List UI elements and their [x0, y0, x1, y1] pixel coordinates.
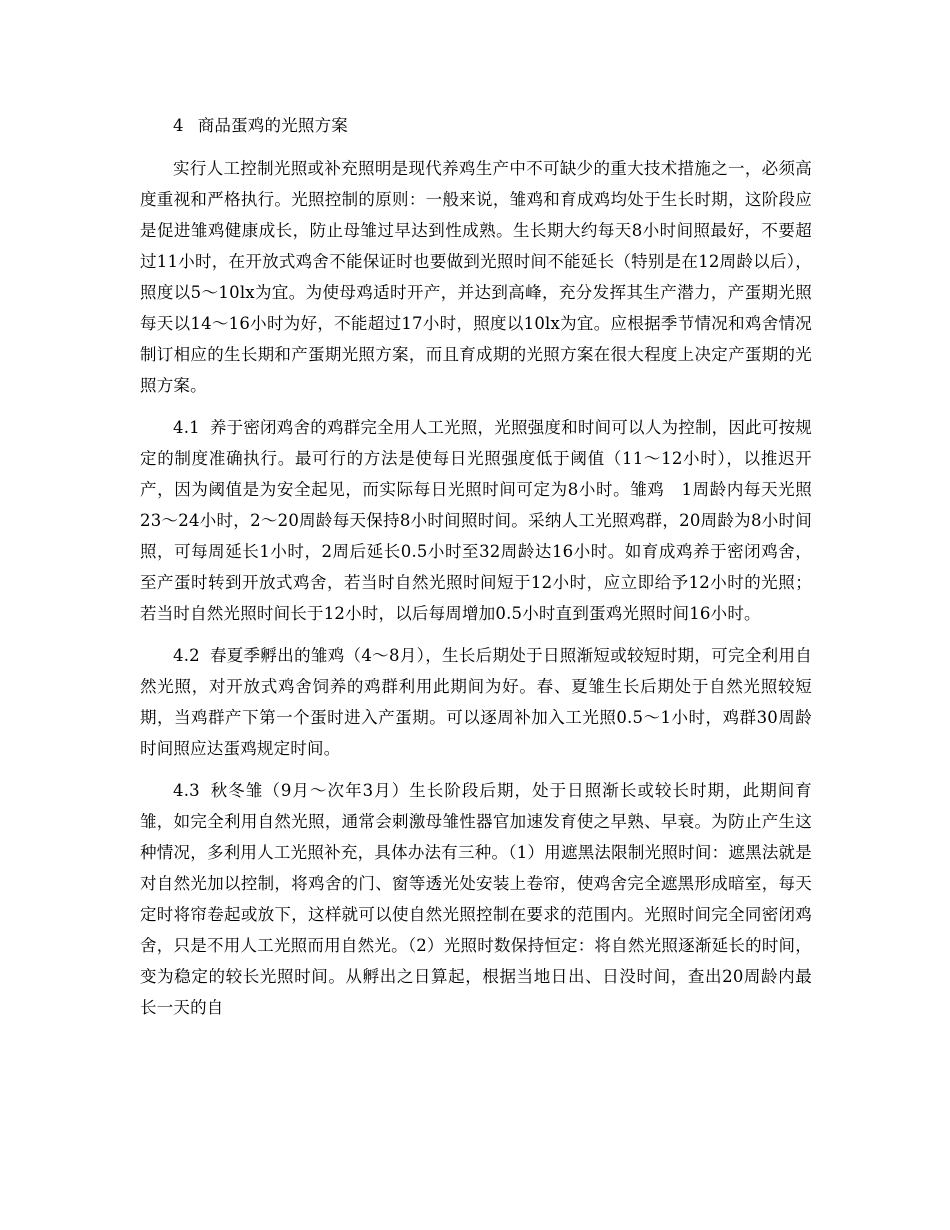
paragraph-4-2	[140, 640, 812, 764]
paragraph-intro-text: 实行人工控制光照或补充照明是现代养鸡生产中不可缺少的重大技术措施之一，必须高度重视和严格执行。光照控制的原则：一般来说，雏鸡和育成鸡均处于生长时期，这阶段应是促进雏鸡健康成长，防止母雏过早达到性成熟。生长期大约每天8小时间照最好，不要超过11小时，在开放式鸡舍不能保证时也要做到光照时间不能延长（特别是在12周龄以后），照度以5～10lx为宜。为使母鸡适时开产，并达到高峰，充分发挥其生产潜力，产蛋期光照每天以14～16小时为好，不能超过17小时，照度以10lx为宜。应根据季节情况和鸡舍情况制订相应的生长期和产蛋期光照方案，而且育成期的光照方案在很大程度上决定产蛋期的光照方案。	[140, 159, 812, 395]
paragraph-4-1	[140, 412, 812, 629]
section-heading	[140, 110, 812, 141]
section-heading-title: 商品蛋鸡的光照方案	[197, 116, 349, 135]
subsection-number-4-2: 4.2	[173, 646, 200, 665]
paragraph-4-3-text: 秋冬雏（9月～次年3月）生长阶段后期，处于日照渐长或较长时期，此期间育雏，如完全利用自然光照，通常会刺激母雏性器官加速发育使之早熟、早衰。为防止产生这种情况，多利用人工光照补充，具体办法有三种。（1）用遮黑法限制光照时间：遮黑法就是对自然光加以控制，将鸡舍的门、窗等透光处安装上卷帘，使鸡舍完全遮黑形成暗室，每天定时将帘卷起或放下，这样就可以使自然光照控制在要求的范围内。光照时间完全同密闭鸡舍，只是不用人工光照而用自然光。（2）光照时数保持恒定：将自然光照逐渐延长的时间，变为稳定的较长光照时间。从孵出之日算起，根据当地日出、日没时间，查出20周龄内最长一天的自	[140, 781, 812, 1017]
paragraph-4-3	[140, 775, 812, 1023]
subsection-number-4-1: 4.1	[173, 418, 200, 437]
paragraph-4-1-text: 养于密闭鸡舍的鸡群完全用人工光照，光照强度和时间可以人为控制，因此可按规定的制度准确执行。最可行的方法是使每日光照强度低于阈值（11～12小时），以推迟开产，因为阈值是为安全起见，而实际每日光照时间可定为8小时。雏鸡 1周龄内每天光照23～24小时，2～20周龄每天保持8小时间照时间。采纳人工光照鸡群，20周龄为8小时间照，可每周延长1小时，2周后延长0.5小时至32周龄达16小时。如育成鸡养于密闭鸡舍，至产蛋时转到开放式鸡舍，若当时自然光照时间短于12小时，应立即给予12小时的光照；若当时自然光照时间长于12小时，以后每周增加0.5小时直到蛋鸡光照时间16小时。	[140, 418, 812, 623]
subsection-number-4-3: 4.3	[173, 781, 200, 800]
document-page	[140, 110, 812, 1034]
section-heading-number: 4	[173, 116, 184, 135]
paragraph-intro	[140, 153, 812, 401]
paragraph-4-2-text: 春夏季孵出的雏鸡（4～8月），生长后期处于日照渐短或较短时期，可完全利用自然光照，对开放式鸡舍饲养的鸡群利用此期间为好。春、夏雏生长后期处于自然光照较短期，当鸡群产下第一个蛋时进入产蛋期。可以逐周补加入工光照0.5～1小时，鸡群30周龄时间照应达蛋鸡规定时间。	[140, 646, 812, 758]
